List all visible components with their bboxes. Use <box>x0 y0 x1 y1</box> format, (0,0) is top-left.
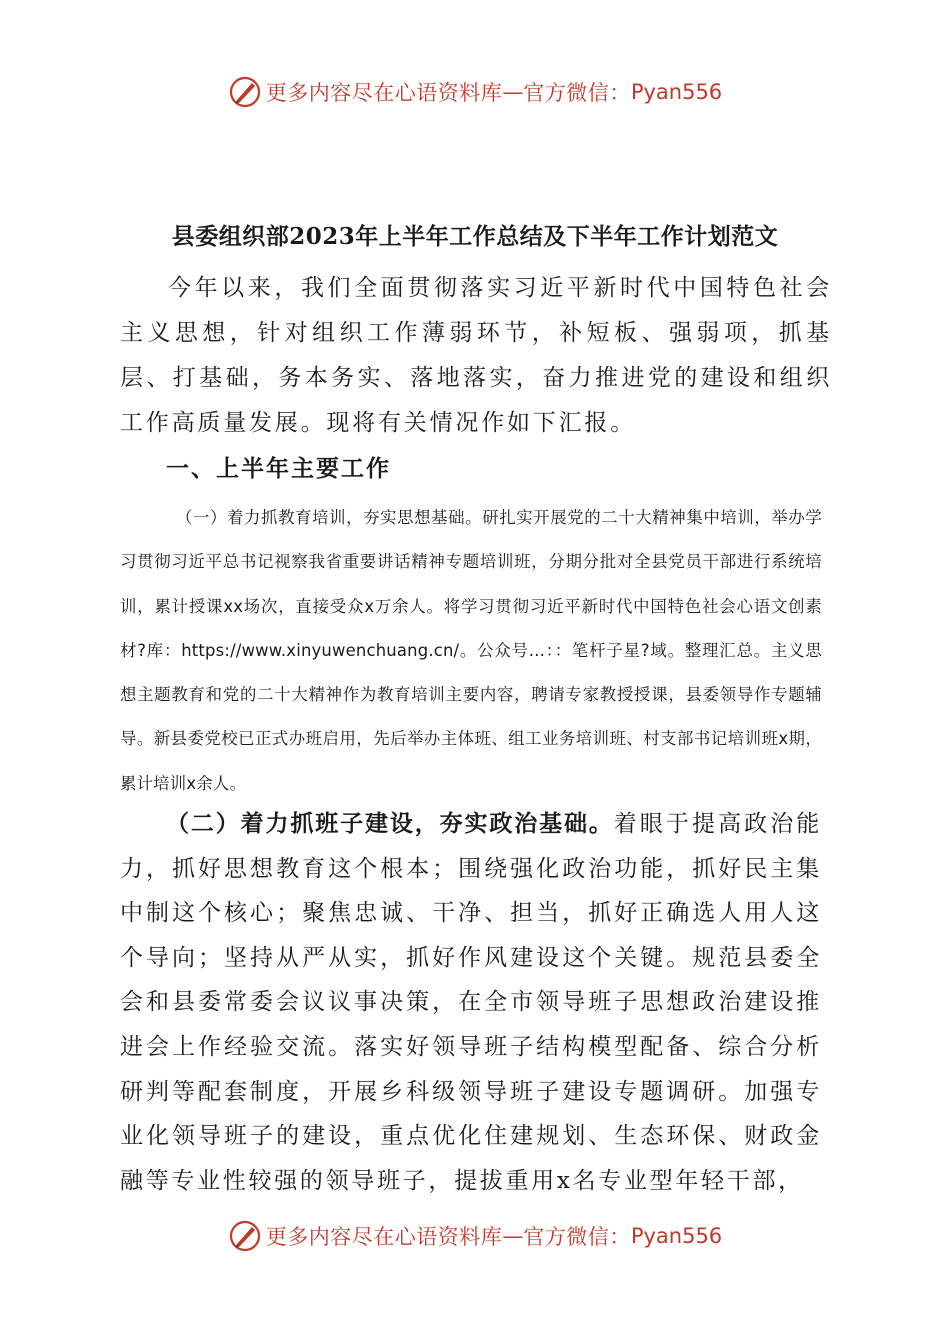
pen-logo-icon <box>228 1219 262 1253</box>
document-title: 县委组织部2023年上半年工作总结及下半年工作计划范文 <box>171 223 779 250</box>
paragraph-lead-heading: （二）着力抓班子建设，夯实政治基础。 <box>166 810 614 837</box>
paragraph-body: 着眼于提高政治能力，抓好思想教育这个根本；围绕强化政治功能，抓好民主集中制这个核心；聚焦忠诚、干净、担当，抓好正确选人用人这个导向；坚持从严从实，抓好作风建设这个关键。规范县委全会和县委常委会议议事决策，在全市领导班子思想政治建设推进会上作经验交流。落实好领导班子结构模型配备、综合分析研判等配套制度，开展乡科级领导班子建设专题调研。加强专业化领导班子的建设，重点优化住建规划、生态环保、财政金融等专业性较强的领导班子，提拔重用x名专业型年轻干部， <box>120 811 822 1194</box>
banner-wechat-id: Pyan556 <box>630 80 723 104</box>
banner-contact-label: 官方微信： <box>523 1225 631 1249</box>
banner-wechat-id: Pyan556 <box>630 1224 723 1248</box>
banner-separator: — <box>502 1224 524 1248</box>
footer-watermark-banner <box>0 1216 950 1256</box>
banner-text: 更多内容尽在心语资料库 <box>265 1225 503 1249</box>
banner-contact-label: 官方微信： <box>523 81 631 105</box>
section-heading-1: 一、上半年主要工作 <box>166 455 391 482</box>
intro-paragraph: 今年以来，我们全面贯彻落实习近平新时代中国特色社会主义思想，针对组织工作薄弱环节，补短板、强弱项，抓基层、打基础，务本务实、落地落实，奋力推进党的建设和组织工作高质量发展。现将有关情况作如下汇报。 <box>120 275 832 436</box>
paragraph-education-training: （一）着力抓教育培训，夯实思想基础。研扎实开展党的二十大精神集中培训，举办学习贯彻习近平总书记视察我省重要讲话精神专题培训班，分期分批对全县党员干部进行系统培训，累计授课xx场次，直接受众x万余人。将学习贯彻习近平新时代中国特色社会心语文创素材?库：https://www.xinyuwenchuang.cn/。公众号...：：笔杆子星?域。整理汇总。主义思想主题教育和党的二十大精神作为教育培训主要内容，聘请专家教授授课，县委领导作专题辅导。新县委党校已正式办班启用，先后举办主体班、组工业务培训班、村支部书记培训班x期，累计培训x余人。 <box>120 508 822 793</box>
banner-separator: — <box>502 80 524 104</box>
header-watermark-banner <box>0 72 950 112</box>
paragraph-team-building <box>120 802 822 1203</box>
pen-logo-icon <box>228 75 262 109</box>
banner-text: 更多内容尽在心语资料库 <box>265 81 503 105</box>
